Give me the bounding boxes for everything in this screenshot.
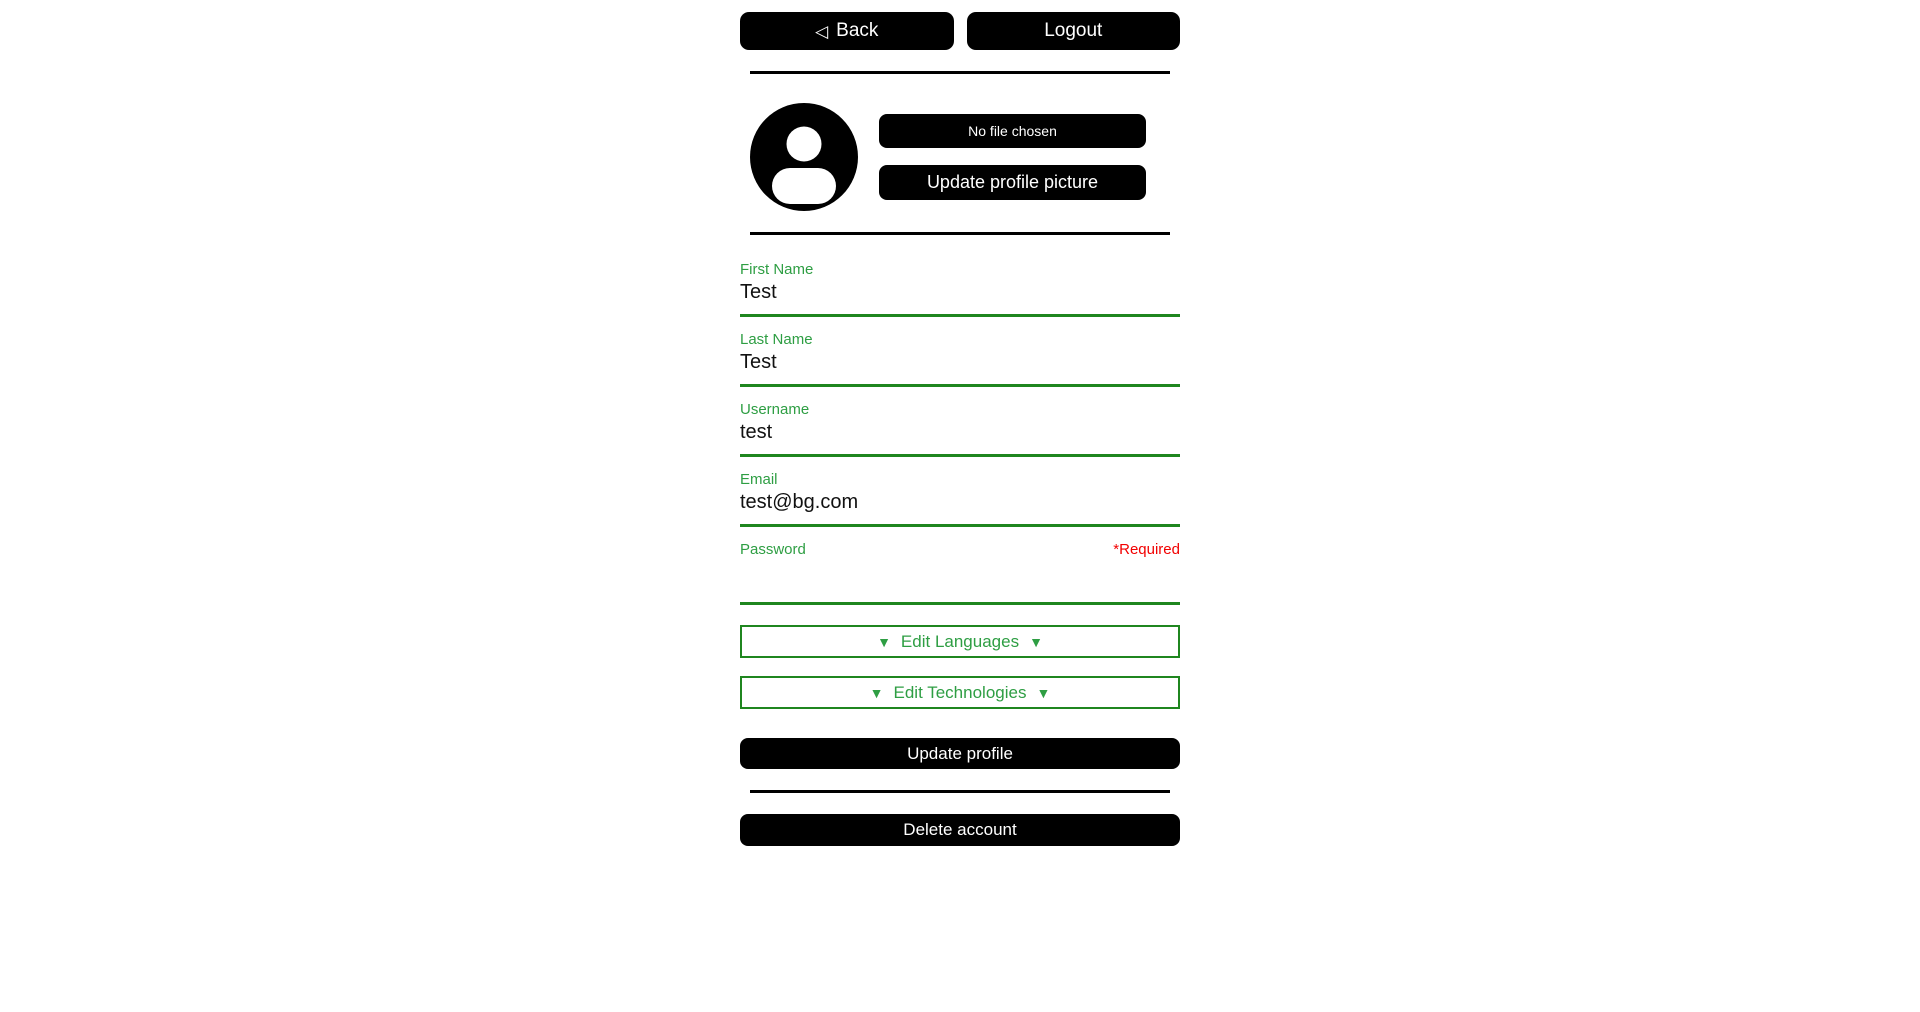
logout-button[interactable] <box>967 12 1181 50</box>
last-name-input[interactable] <box>740 348 1180 384</box>
first-name-input[interactable] <box>740 278 1180 314</box>
update-profile-picture-label: Update profile picture <box>926 172 1099 192</box>
update-profile-label: Update profile <box>907 743 1013 763</box>
back-arrow-icon: ◁ <box>815 21 829 41</box>
email-input[interactable] <box>740 488 1180 524</box>
file-chosen-status: No file chosen <box>968 123 1057 139</box>
password-label: Password <box>740 541 806 558</box>
delete-account-button[interactable] <box>740 814 1180 846</box>
edit-languages-label: Edit Languages <box>900 631 1020 651</box>
logout-button-label: Logout <box>1044 20 1103 41</box>
email-field-group <box>740 457 1180 527</box>
danger-divider <box>750 790 1170 793</box>
last-name-label: Last Name <box>740 331 813 348</box>
username-input[interactable] <box>740 418 1180 454</box>
choose-file-button[interactable] <box>879 114 1146 148</box>
update-profile-button[interactable] <box>740 738 1180 769</box>
username-label: Username <box>740 401 810 418</box>
profile-page <box>740 12 1180 846</box>
chevron-down-icon: ▼ <box>1036 684 1051 701</box>
email-label: Email <box>740 471 778 488</box>
edit-technologies-button[interactable] <box>740 676 1180 709</box>
profile-picture-section <box>740 103 1180 211</box>
avatar-divider <box>750 232 1170 235</box>
chevron-down-icon: ▼ <box>1029 633 1043 650</box>
back-button-label: Back <box>836 20 879 41</box>
first-name-field-group <box>740 247 1180 317</box>
top-bar <box>740 12 1180 50</box>
delete-account-label: Delete account <box>903 820 1017 839</box>
edit-technologies-label: Edit Technologies <box>893 682 1027 702</box>
person-avatar-icon <box>750 103 858 211</box>
back-button[interactable] <box>740 12 954 50</box>
avatar-buttons <box>879 114 1146 200</box>
top-divider <box>750 71 1170 74</box>
password-input[interactable] <box>740 558 1180 602</box>
chevron-down-icon: ▼ <box>869 684 884 701</box>
chevron-down-icon: ▼ <box>877 633 891 650</box>
username-field-group <box>740 387 1180 457</box>
password-field-group <box>740 527 1180 605</box>
last-name-field-group <box>740 317 1180 387</box>
edit-languages-button[interactable] <box>740 625 1180 658</box>
password-required-note: *Required <box>1113 541 1180 558</box>
profile-form <box>740 247 1180 769</box>
first-name-label: First Name <box>740 261 814 278</box>
update-profile-picture-button[interactable] <box>879 165 1146 200</box>
